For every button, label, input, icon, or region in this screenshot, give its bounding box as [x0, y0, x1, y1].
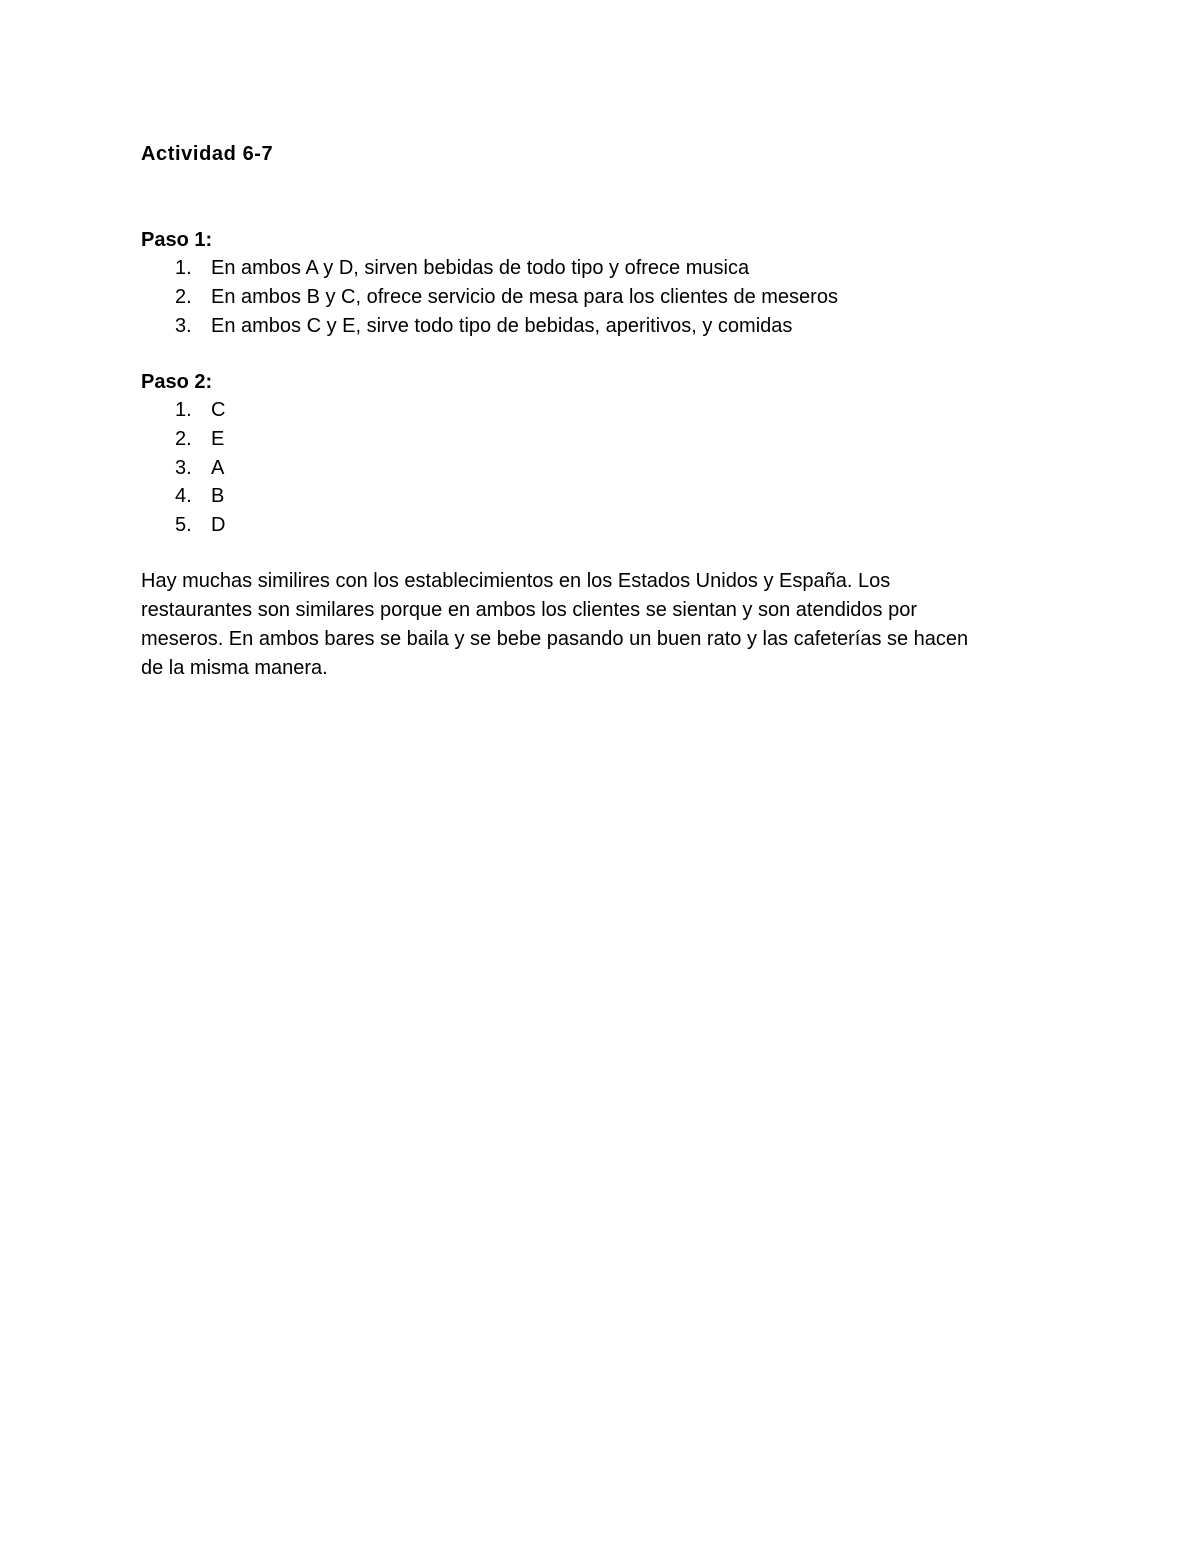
paragraph-line: restaurantes son similares porque en ambos los clientes se sientan y son atendidos por — [141, 599, 917, 621]
list-item-text: C — [211, 399, 226, 421]
list-item-text: E — [211, 428, 225, 450]
list-item-number: 2. — [175, 428, 192, 450]
list-item-text: En ambos A y D, sirven bebidas de todo tipo y ofrece musica — [211, 257, 750, 279]
paso-1-heading: Paso 1: — [141, 229, 213, 251]
list-item-text: B — [211, 485, 225, 507]
paragraph-line: meseros. En ambos bares se baila y se bebe pasando un buen rato y las cafeterías se hacen — [141, 628, 969, 650]
paragraph-line: de la misma manera. — [141, 657, 328, 679]
list-item-number: 1. — [175, 257, 192, 279]
list-item-number: 1. — [175, 399, 192, 421]
list-item-text: D — [211, 514, 226, 536]
paragraph-line: Hay muchas similires con los establecimientos en los Estados Unidos y España. Los — [141, 570, 891, 592]
list-item-number: 3. — [175, 457, 192, 479]
list-item-text: En ambos B y C, ofrece servicio de mesa para los clientes de meseros — [211, 286, 838, 308]
list-item-text: En ambos C y E, sirve todo tipo de bebidas, aperitivos, y comidas — [211, 315, 793, 337]
document-title: Actividad 6-7 — [141, 143, 274, 165]
list-item-number: 5. — [175, 514, 192, 536]
list-item-number: 3. — [175, 315, 192, 337]
paso-2-heading: Paso 2: — [141, 371, 213, 393]
list-item-number: 4. — [175, 485, 192, 507]
list-item-number: 2. — [175, 286, 192, 308]
list-item-text: A — [211, 457, 225, 479]
conclusion-paragraph — [141, 567, 1041, 683]
